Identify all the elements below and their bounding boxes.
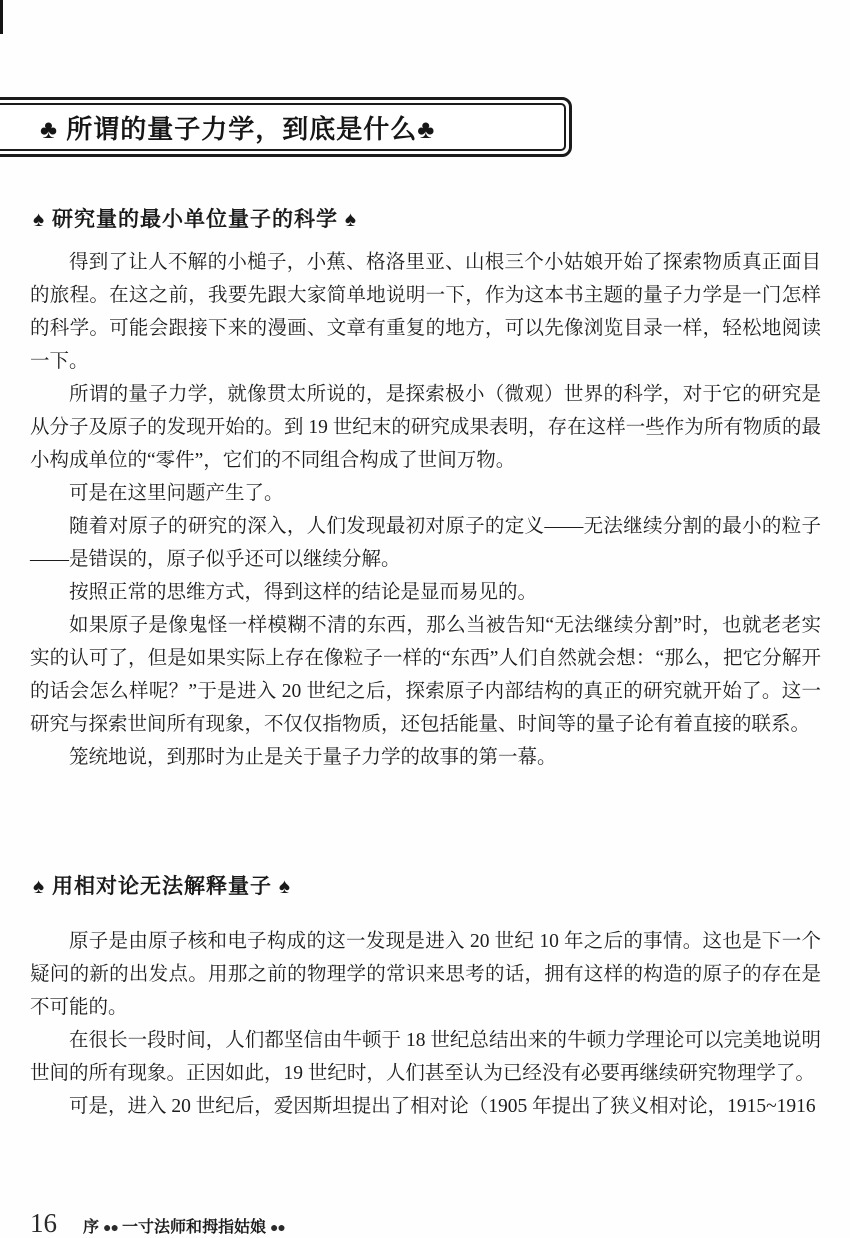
- page-number: 16: [30, 1208, 57, 1238]
- paragraph: 在很长一段时间，人们都坚信由牛顿于 18 世纪总结出来的牛顿力学理论可以完美地说明世间的所有现象。正因如此，19 世纪时，人们甚至认为已经没有必要再继续研究物理学了。: [30, 1030, 821, 1084]
- paragraph: 得到了让人不解的小槌子，小蕉、格洛里亚、山根三个小姑娘开始了探索物质真正面目的旅程。在这之前，我要先跟大家简单地说明一下，作为这本书主题的量子力学是一门怎样的科学。可能会跟接下来的漫画、文章有重复的地方，可以先像浏览目录一样，轻松地阅读一下。: [30, 252, 821, 372]
- paragraph: 原子是由原子核和电子构成的这一发现是进入 20 世纪 10 年之后的事情。这也是下一个疑问的新的出发点。用那之前的物理学的常识来思考的话，拥有这样的构造的原子的存在是不可能的。: [30, 931, 821, 1018]
- section-heading-relativity: ♠ 用相对论无法解释量子 ♠: [33, 875, 291, 898]
- footer-book-title: 一寸法师和拇指姑娘: [121, 1219, 266, 1236]
- footer-dots-icon: ●●: [103, 1219, 118, 1235]
- paragraph: 笼统地说，到那时为止是关于量子力学的故事的第一幕。: [69, 747, 557, 768]
- section-body-quantum-science: [30, 246, 821, 774]
- paragraph: 可是，进入 20 世纪后，爱因斯坦提出了相对论（1905 年提出了狭义相对论，1915~1916: [69, 1096, 816, 1117]
- chapter-title-box: [0, 97, 572, 157]
- scan-corner-mark: [0, 0, 3, 34]
- paragraph: 所谓的量子力学，就像贯太所说的，是探索极小（微观）世界的科学，对于它的研究是从分子及原子的发现开始的。到 19 世纪末的研究成果表明，存在这样一些作为所有物质的最小构成单位的“零件”，它们的不同组合构成了世间万物。: [30, 384, 821, 471]
- section-heading-quantum-science: ♠ 研究量的最小单位量子的科学 ♠: [33, 208, 357, 231]
- paragraph: 随着对原子的研究的深入，人们发现最初对原子的定义——无法继续分割的最小的粒子——是错误的，原子似乎还可以继续分解。: [30, 516, 821, 570]
- footer-dots-icon: ●●: [269, 1219, 285, 1235]
- paragraph: 如果原子是像鬼怪一样模糊不清的东西，那么当被告知“无法继续分割”时，也就老老实实的认可了，但是如果实际上存在像粒子一样的“东西”人们自然就会想：“那么，把它分解开的话会怎么样呢？”于是进入 20 世纪之后，探索原子内部结构的真正的研究就开始了。这一研究与探索世间所有现象，不仅仅指物质，还包括能量、时间等的量子论有着直接的联系。: [30, 615, 821, 735]
- chapter-title: ♣ 所谓的量子力学，到底是什么♣: [0, 103, 566, 151]
- footer-section-label: 序: [83, 1219, 100, 1236]
- page-footer: [30, 1208, 289, 1238]
- paragraph: 按照正常的思维方式，得到这样的结论是显而易见的。: [69, 582, 538, 603]
- section-body-relativity: [30, 925, 821, 1123]
- paragraph: 可是在这里问题产生了。: [69, 483, 284, 504]
